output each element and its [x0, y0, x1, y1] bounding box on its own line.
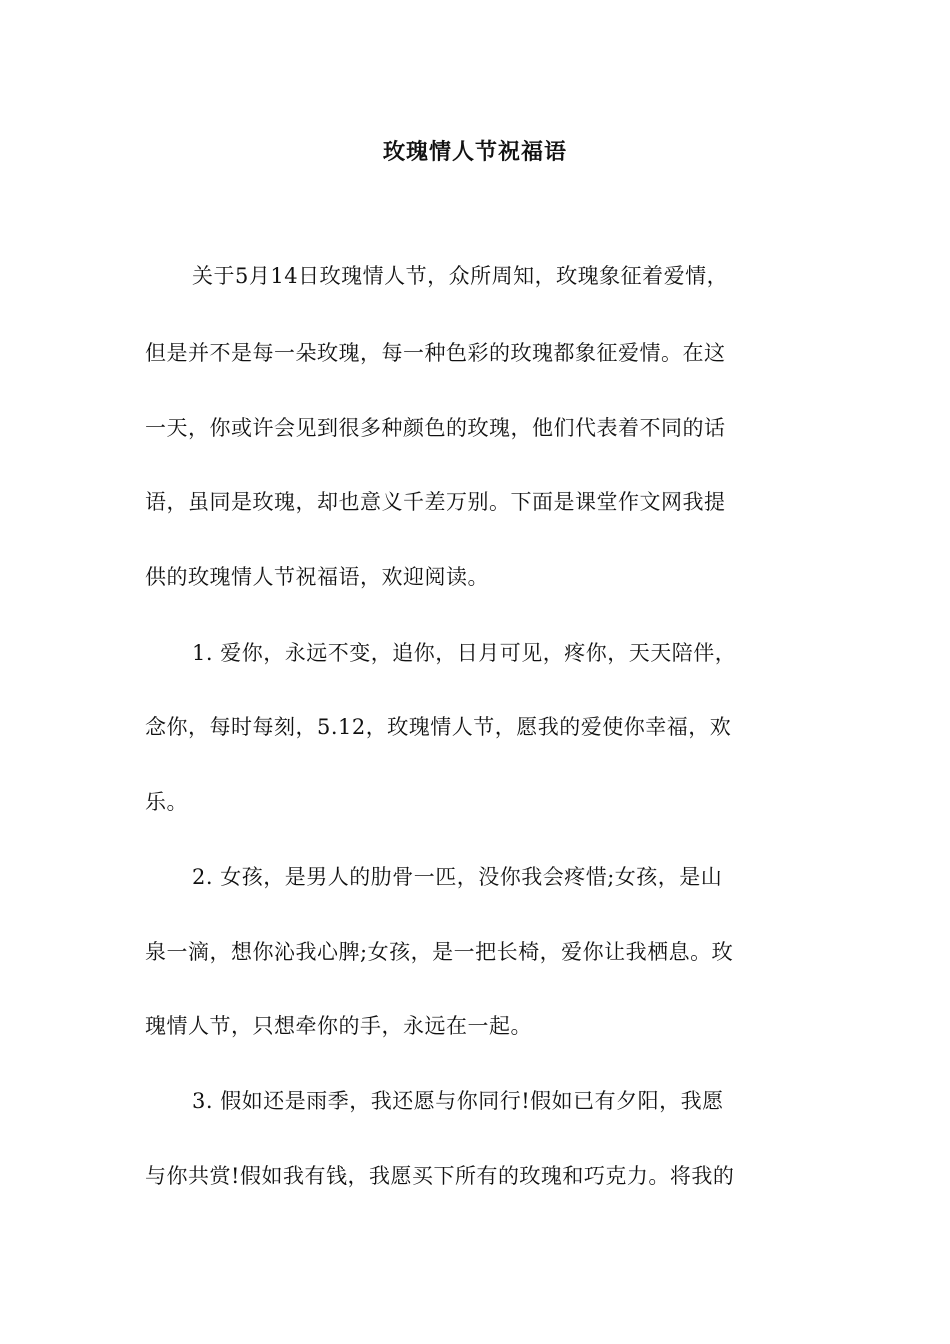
- item-1-line-3: 乐。: [145, 790, 188, 814]
- item-2-line-3: 瑰情人节，只想牵你的手，永远在一起。: [145, 1014, 532, 1038]
- intro-line-3: 一天，你或许会见到很多种颜色的玫瑰，他们代表着不同的话: [145, 416, 726, 440]
- item-3-line-1: 3. 假如还是雨季，我还愿与你同行!假如已有夕阳，我愿: [192, 1089, 724, 1113]
- item-2-line-2: 泉一滴，想你沁我心脾;女孩，是一把长椅，爱你让我栖息。玫: [145, 940, 734, 964]
- intro-line-4: 语，虽同是玫瑰，却也意义千差万别。下面是课堂作文网我提: [145, 490, 726, 514]
- intro-line-1: 关于5月14日玫瑰情人节，众所周知，玫瑰象征着爱情，: [192, 264, 729, 288]
- item-1-line-2: 念你，每时每刻，5.12，玫瑰情人节，愿我的爱使你幸福，欢: [145, 715, 732, 739]
- intro-line-5: 供的玫瑰情人节祝福语，欢迎阅读。: [145, 565, 489, 589]
- item-3-line-2: 与你共赏!假如我有钱，我愿买下所有的玫瑰和巧克力。将我的: [145, 1164, 735, 1188]
- intro-line-2: 但是并不是每一朵玫瑰，每一种色彩的玫瑰都象征爱情。在这: [145, 341, 726, 365]
- item-1-line-1: 1. 爱你，永远不变，追你，日月可见，疼你，天天陪伴，: [192, 641, 737, 665]
- item-2-line-1: 2. 女孩，是男人的肋骨一匹，没你我会疼惜;女孩，是山: [192, 865, 723, 889]
- document-title: 玫瑰情人节祝福语: [382, 139, 567, 165]
